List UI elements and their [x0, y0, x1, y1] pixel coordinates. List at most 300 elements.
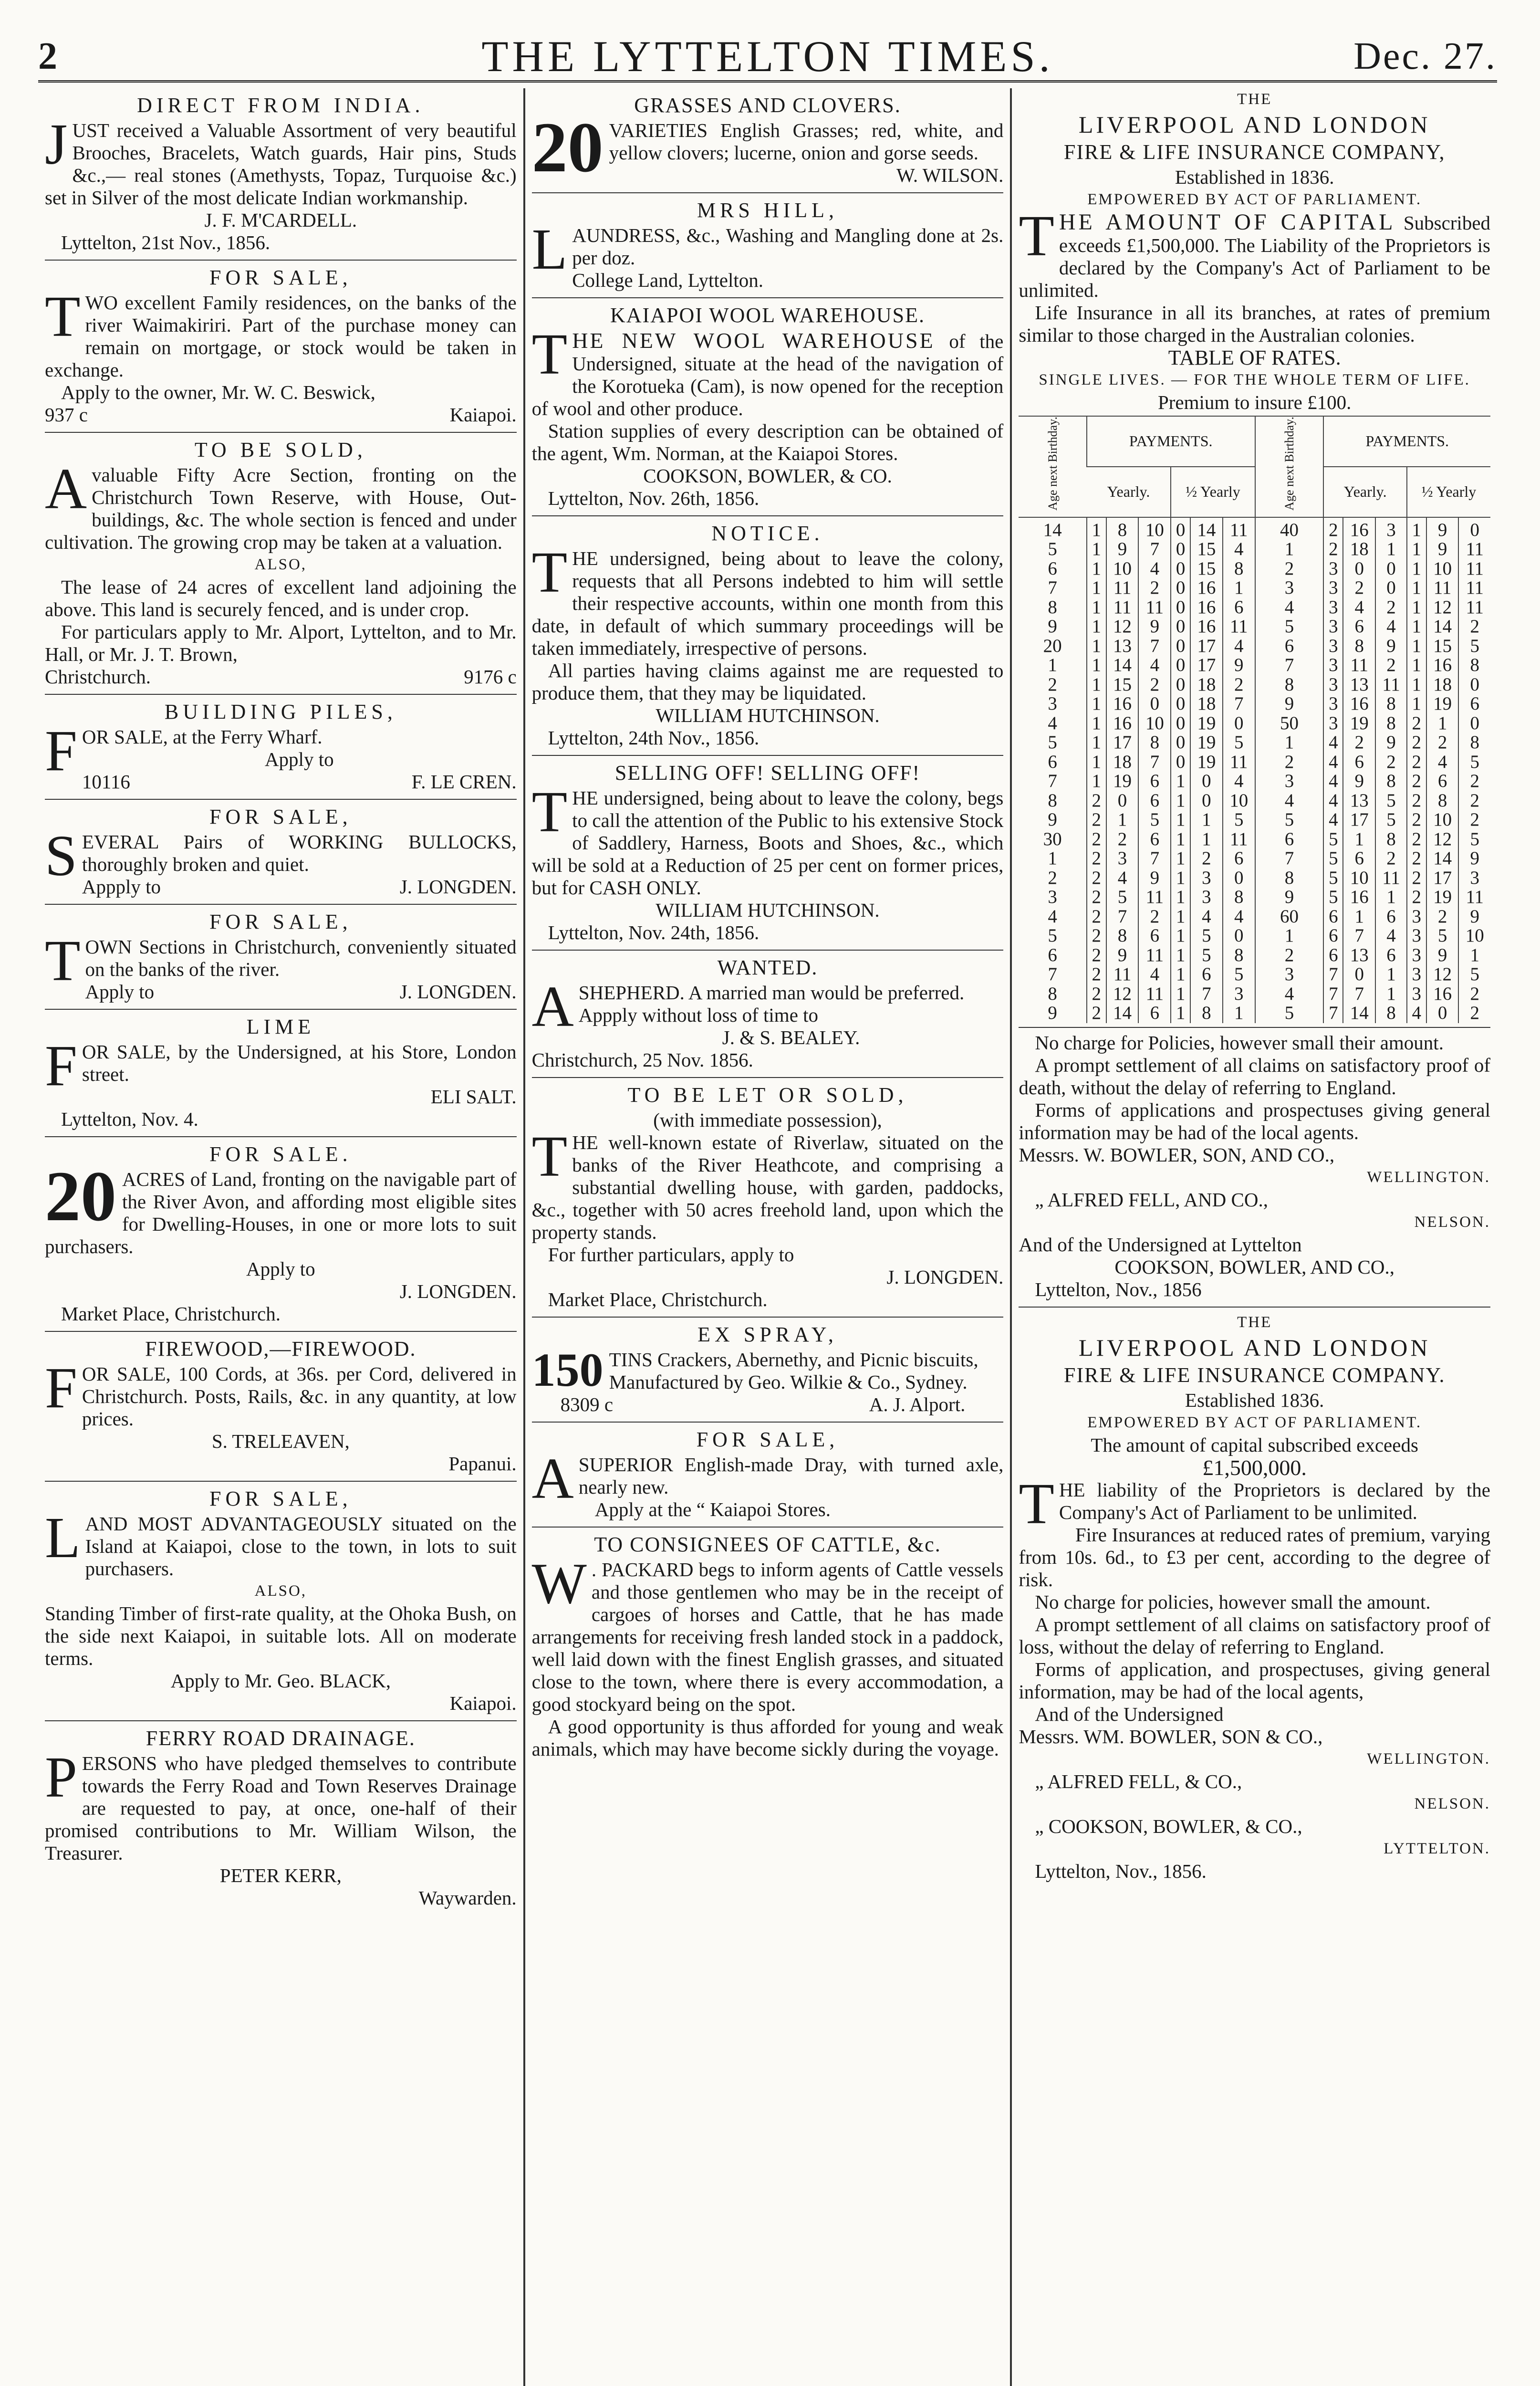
rate-cell: 11 [1223, 517, 1255, 540]
ad-text-2: For further particulars, apply to [548, 1244, 794, 1266]
agent-3-place: LYTTELTON. [1384, 1840, 1491, 1857]
rate-cell: 4 [1407, 1004, 1426, 1023]
rate-cell: 8 [1048, 596, 1057, 617]
column-2 [523, 88, 1010, 2386]
rate-cell: 1 [1343, 907, 1375, 927]
rate-cell: 1 [1223, 1004, 1255, 1023]
rate-cell: 16 [1106, 714, 1139, 733]
rate-cell: 17 [1343, 810, 1375, 830]
ad-heading: KAIAPOI WOOL WAREHOUSE. [610, 303, 925, 327]
empowered-by-act: EMPOWERED BY ACT OF PARLIAMENT. [1087, 1413, 1422, 1431]
rate-cell: 2 [1407, 810, 1426, 830]
rate-cell: 7 [1190, 984, 1223, 1004]
rate-cell: 12 [1106, 617, 1139, 637]
rate-cell: 2 [1087, 1004, 1106, 1023]
rate-cell: 60 [1255, 907, 1324, 927]
rate-row [1019, 694, 1490, 714]
ad-notice [532, 516, 1004, 756]
rate-cell: 5 [1223, 733, 1255, 753]
ad-text-3: No charge for policies, however small the amount. [1035, 1591, 1431, 1613]
rate-cell: 5 [1375, 791, 1407, 811]
ad-signature: J. LONGDEN. [399, 1280, 517, 1302]
ad-heading: FOR SALE, [209, 266, 352, 289]
rate-cell: 2 [1407, 869, 1426, 888]
rate-cell: 2 [1323, 540, 1343, 559]
rate-cell: 13 [1106, 637, 1139, 656]
columns [38, 88, 1497, 2386]
rate-cell: 2 [1087, 888, 1106, 907]
ad-fire-insurance [1019, 1308, 1490, 1888]
rate-cell: 3 [1323, 656, 1343, 675]
rate-cell: 0 [1171, 540, 1190, 559]
ad-text: Subscribed exceeds £1,500,000. The Liability of the Proprietors is declared by the Company's Act of Parliament to be unlimited. [1019, 212, 1491, 301]
rate-cell: 18 [1190, 694, 1223, 714]
rate-cell: 2 [1087, 810, 1106, 830]
rate-cell: 14 [1190, 517, 1223, 540]
ad-body [45, 112, 517, 209]
rate-cell: 8 [1255, 869, 1324, 888]
rate-cell: 5 [1255, 1004, 1324, 1023]
ad-text-3: For particulars apply to Mr. Alport, Lyttelton, and to Mr. Hall, or Mr. J. T. Brown, [45, 621, 517, 665]
ad-heading: FOR SALE, [209, 910, 352, 933]
column-1 [38, 88, 523, 2386]
rate-cell: 4 [1138, 559, 1171, 579]
rate-cell: 2 [1106, 830, 1139, 849]
rate-cell: 2 [1458, 772, 1490, 791]
masthead-rule [38, 80, 1497, 83]
rate-cell: 1 [1171, 984, 1190, 1004]
agent-3: COOKSON, BOWLER, AND CO., [1114, 1256, 1394, 1278]
rate-cell: 6 [1375, 907, 1407, 927]
rate-cell: 1 [1087, 714, 1106, 733]
ad-heading: TO CONSIGNEES OF CATTLE, &c. [594, 1533, 941, 1556]
rate-cell: 11 [1106, 965, 1139, 984]
ad-text: AND MOST ADVANTAGEOUSLY situated on the Island at Kaiapoi, close to the town, in lots to suit purchasers. [85, 1513, 517, 1580]
ad-text-6: And of the Undersigned [1035, 1703, 1224, 1725]
rate-cell: 2 [1426, 733, 1459, 753]
ad-date: Lyttelton, Nov. 24th, 1856. [548, 921, 760, 943]
ad-heading: FOR SALE, [696, 1428, 839, 1451]
rate-cell: 8 [1223, 559, 1255, 579]
ad-footer [85, 981, 517, 1003]
ad-heading: FOR SALE. [209, 1142, 352, 1166]
rate-cell: 8 [1375, 694, 1407, 714]
rate-cell: 2 [1407, 849, 1426, 869]
rate-cell: 14 [1043, 519, 1062, 540]
rate-cell: 6 [1138, 772, 1171, 791]
ad-body [45, 457, 517, 554]
ad-text: UST received a Valuable Assortment of very beautiful Brooches, Bracelets, Watch guards, Hair pins, Studs &c.,— real stones (Amethysts, Topaz, Turquoise &c.) set in Silver of the most delicate Indian workmanship. [45, 119, 517, 209]
rate-cell: 4 [1106, 869, 1139, 888]
rate-cell: 6 [1255, 637, 1324, 656]
ad-number: 9176 c [464, 666, 517, 688]
drop-cap: T [1019, 204, 1054, 268]
rate-cell: 2 [1458, 1004, 1490, 1023]
rate-cell: 3 [1323, 598, 1343, 617]
rate-cell: 50 [1255, 714, 1324, 733]
rate-cell: 0 [1223, 714, 1255, 733]
ad-text-2: Life Insurance in all its branches, at rates of premium similar to those charged in the Australian colonies. [1019, 302, 1491, 346]
rate-cell: 8 [1223, 888, 1255, 907]
drop-cap: T [45, 284, 81, 349]
ad-text-3: Forms of applications and prospectuses giving general information may be had of the local agents. [1019, 1099, 1491, 1143]
rate-cell: 7 [1223, 694, 1255, 714]
ad-subheading: (with immediate possession), [653, 1109, 882, 1131]
ad-heading: DIRECT FROM INDIA. [137, 94, 425, 117]
rate-cell: 9 [1343, 772, 1375, 791]
rate-cell: 4 [1138, 656, 1171, 675]
rate-cell: 1 [1087, 772, 1106, 791]
rate-cell: 6 [1048, 558, 1057, 579]
rate-cell: 5 [1323, 830, 1343, 849]
ad-heading: TO BE SOLD, [194, 438, 367, 461]
rates-body [1019, 517, 1490, 1023]
rate-cell: 4 [1255, 598, 1324, 617]
rate-cell: 4 [1048, 906, 1057, 927]
ad-mrs-hill [532, 193, 1004, 298]
ad-text: HE liability of the Proprietors is declared by the Company's Act of Parliament to be unlimited. [1059, 1478, 1491, 1523]
rate-cell: 1 [1190, 810, 1223, 830]
ad-date: Lyttelton, 21st Nov., 1856. [61, 231, 271, 253]
rate-cell: 2 [1087, 791, 1106, 811]
rate-cell: 18 [1343, 540, 1375, 559]
ad-text: SUPERIOR English-made Dray, with turned axle, nearly new. [578, 1454, 1004, 1498]
drop-cap: F [45, 719, 77, 783]
rate-cell: 6 [1138, 1004, 1171, 1023]
ad-text: No charge for Policies, however small their amount. [1035, 1031, 1444, 1054]
rate-cell: 17 [1190, 656, 1223, 675]
rate-cell: 16 [1343, 694, 1375, 714]
rate-cell: 6 [1458, 694, 1490, 714]
rate-cell: 1 [1106, 810, 1139, 830]
ad-text: ACRES of Land, fronting on the navigable part of the River Avon, and affording most eligible sites for Dwelling-Houses, in one or more lots to suit purchasers. [45, 1168, 517, 1257]
rate-cell: 11 [1375, 675, 1407, 695]
agent-2-place: NELSON. [1414, 1795, 1491, 1812]
rate-cell: 1 [1171, 926, 1190, 946]
ad-date: Christchurch, 25 Nov. 1856. [531, 1049, 753, 1071]
rate-cell: 1 [1407, 694, 1426, 714]
rate-cell: 11 [1458, 559, 1490, 579]
rate-cell: 15 [1190, 540, 1223, 559]
ad-grasses-clovers [532, 88, 1004, 193]
rate-cell: 1 [1407, 656, 1426, 675]
rate-cell: 3 [1255, 772, 1324, 791]
rate-cell: 2 [1375, 849, 1407, 869]
ad-text: VARIETIES English Grasses; red, white, and yellow clovers; lucerne, onion and gorse seeds. [609, 119, 1004, 164]
rate-cell: 5 [1255, 617, 1324, 637]
rate-cell: 9 [1426, 517, 1459, 540]
rate-row [1019, 1004, 1490, 1023]
rate-cell: 3 [1255, 965, 1324, 984]
rate-cell: 9 [1255, 694, 1324, 714]
ad-text: ERSONS who have pledged themselves to contribute towards the Ferry Road and Town Reserves Drainage are requested to pay, at once, one-half of their promised contributions to Mr. William Wilson, the Treasurer. [45, 1752, 517, 1864]
ad-text-2: A prompt settlement of all claims on satisfactory proof of death, without the delay of referring to England. [1019, 1054, 1491, 1099]
ad-date: Lyttelton, Nov. 26th, 1856. [548, 487, 760, 509]
ad-apply: Apply to [85, 981, 155, 1003]
agent-1: Messrs. WM. BOWLER, SON & CO., [1019, 1725, 1323, 1748]
rate-cell: 0 [1190, 772, 1223, 791]
ad-lead: HE AMOUNT OF CAPITAL [1059, 209, 1396, 235]
rate-cell: 2 [1323, 517, 1343, 540]
rate-cell: 5 [1458, 965, 1490, 984]
rate-cell: 4 [1323, 733, 1343, 753]
rate-cell: 8 [1375, 714, 1407, 733]
ad-heading: FERRY ROAD DRAINAGE. [146, 1727, 416, 1750]
drop-cap: F [45, 1356, 77, 1420]
rate-cell: 5 [1323, 869, 1343, 888]
masthead [38, 26, 1497, 79]
rate-cell: 0 [1171, 753, 1190, 772]
rate-cell: 2 [1375, 598, 1407, 617]
rate-cell: 0 [1458, 675, 1490, 695]
company-name-2: FIRE & LIFE INSURANCE COMPANY. [1063, 1363, 1446, 1387]
ad-text: AUNDRESS, &c., Washing and Mangling done at 2s. per doz. [572, 224, 1004, 269]
rate-cell: 2 [1138, 675, 1171, 695]
rate-cell: 18 [1426, 675, 1459, 695]
rate-cell: 8 [1223, 946, 1255, 965]
established: Established in 1836. [1175, 166, 1334, 188]
rate-cell: 6 [1343, 753, 1375, 772]
rate-cell: 5 [1223, 810, 1255, 830]
rate-cell: 2 [1087, 965, 1106, 984]
ad-signature: J. LONGDEN. [886, 1266, 1004, 1288]
empowered-by-act: EMPOWERED BY ACT OF PARLIAMENT. [1087, 191, 1422, 208]
rate-cell: 2 [1087, 869, 1106, 888]
rate-cell: 19 [1426, 888, 1459, 907]
rate-row [1019, 926, 1490, 946]
rate-cell: 13 [1343, 791, 1375, 811]
rate-cell: 16 [1106, 694, 1139, 714]
half-yearly-header: ½ Yearly [1171, 467, 1255, 517]
rate-cell: 9 [1106, 946, 1139, 965]
rate-cell: 6 [1323, 907, 1343, 927]
rate-cell: 2 [1087, 907, 1106, 927]
ad-family-residences [45, 261, 517, 433]
ad-signature: J. & S. BEALEY. [722, 1026, 860, 1048]
rate-cell: 6 [1223, 598, 1255, 617]
rate-cell: 4 [1323, 810, 1343, 830]
rate-cell: 8 [1255, 675, 1324, 695]
rate-cell: 1 [1171, 888, 1190, 907]
rate-cell: 9 [1426, 540, 1459, 559]
rate-cell: 1 [1407, 637, 1426, 656]
rate-cell: 9 [1138, 869, 1171, 888]
rate-cell: 10 [1106, 559, 1139, 579]
ad-heading: FOR SALE, [209, 805, 352, 828]
capital-amount: The amount of capital subscribed exceeds [1091, 1434, 1418, 1456]
rate-cell: 19 [1190, 753, 1223, 772]
ad-footer [45, 404, 517, 426]
ad-place: College Land, Lyttelton. [572, 269, 764, 291]
rate-cell: 2 [1407, 888, 1426, 907]
rate-cell: 2 [1087, 830, 1106, 849]
rate-row [1019, 984, 1490, 1004]
rate-cell: 4 [1426, 753, 1459, 772]
rate-cell: 16 [1190, 617, 1223, 637]
rate-cell: 9 [1223, 656, 1255, 675]
rate-cell: 6 [1138, 830, 1171, 849]
rate-cell: 9 [1106, 540, 1139, 559]
rate-cell: 7 [1255, 849, 1324, 869]
agent-2-place: NELSON. [1414, 1213, 1491, 1231]
company-name: LIVERPOOL AND LONDON [1078, 1334, 1431, 1361]
ad-twenty-acres [45, 1137, 517, 1332]
ad-text-5: Forms of application, and prospectuses, giving general information, may be had of the local agents, [1019, 1658, 1491, 1703]
ad-apply: Appply without loss of time to [578, 1004, 819, 1026]
rate-cell: 16 [1426, 984, 1459, 1004]
ad-place: Christchurch. [45, 666, 151, 688]
rate-cell: 1 [1171, 791, 1190, 811]
ad-text-2: Manufactured by Geo. Wilkie & Co., Sydney. [609, 1371, 968, 1393]
rate-cell: 3 [1323, 714, 1343, 733]
rate-cell: 4 [1223, 772, 1255, 791]
ad-body [1019, 1471, 1491, 1536]
rate-cell: 6 [1138, 791, 1171, 811]
ad-footer [82, 876, 517, 898]
ad-text: HE undersigned, being about to leave the colony, requests that all Persons indebted to him will settle their respective accounts, within one month from this date, in default of which summary proceedings will be taken immediately, irrespective of persons. [531, 547, 1004, 659]
rate-cell: 2 [1407, 733, 1426, 753]
rate-cell: 5 [1106, 888, 1139, 907]
rate-cell: 2 [1190, 849, 1223, 869]
ad-island-land [45, 1482, 517, 1721]
ad-date: Lyttelton, Nov. 4. [61, 1108, 198, 1130]
rate-cell: 16 [1343, 888, 1375, 907]
rate-cell: 8 [1048, 790, 1057, 811]
drop-cap: T [45, 929, 81, 993]
ad-signature: ELI SALT. [430, 1086, 517, 1108]
ad-body [531, 540, 1004, 659]
agent-2: „ ALFRED FELL, & CO., [1035, 1770, 1242, 1792]
rate-row [1019, 675, 1490, 695]
rate-cell: 1 [1171, 965, 1190, 984]
rate-cell: 0 [1171, 637, 1190, 656]
rate-cell: 0 [1171, 578, 1190, 598]
rate-cell: 10 [1426, 559, 1459, 579]
rate-cell: 9 [1048, 616, 1057, 637]
rate-cell: 40 [1255, 517, 1324, 540]
agent-1: Messrs. W. BOWLER, SON, AND CO., [1019, 1143, 1335, 1166]
rate-cell: 16 [1343, 517, 1375, 540]
rate-cell: 8 [1375, 772, 1407, 791]
ad-signature: W. WILSON. [896, 164, 1004, 186]
rate-cell: 11 [1106, 578, 1139, 598]
rate-cell: 2 [1138, 907, 1171, 927]
rate-cell: 2 [1458, 984, 1490, 1004]
rate-cell: 3 [1323, 675, 1343, 695]
rate-cell: 5 [1048, 925, 1057, 946]
rate-cell: 2 [1138, 578, 1171, 598]
ad-text: OWN Sections in Christchurch, conveniently situated on the banks of the river. [85, 936, 517, 980]
drop-cap: T [531, 540, 568, 605]
rate-cell: 10 [1138, 517, 1171, 540]
ad-heading: NOTICE. [711, 522, 824, 545]
rate-cell: 8 [1426, 791, 1459, 811]
rate-cell: 14 [1343, 1004, 1375, 1023]
ad-text: valuable Fifty Acre Section, fronting on the Christchurch Town Reserve, with House, Out-buildings, &c. The whole section is fenced and under cultivation. The growing crop may be taken at a valuation. [45, 464, 517, 553]
ad-apply: Apply to [246, 1258, 315, 1280]
ad-the: THE [1237, 91, 1272, 108]
rate-cell: 2 [1343, 733, 1375, 753]
rate-cell: 4 [1323, 791, 1343, 811]
rate-cell: 5 [1426, 926, 1459, 946]
rate-cell: 2 [1458, 810, 1490, 830]
payments-header: PAYMENTS. [1087, 416, 1255, 467]
ad-signature: WILLIAM HUTCHINSON. [656, 899, 880, 921]
rate-cell: 4 [1223, 907, 1255, 927]
ad-lime [45, 1010, 517, 1137]
rate-cell: 18 [1190, 675, 1223, 695]
rate-cell: 7 [1323, 984, 1343, 1004]
ad-text: HE undersigned, being about to leave the colony, begs to call the attention of the Public to his extensive Stock of Saddlery, Harness, Boots and Shoes, &c., which will be sold at a Reduction of 25 per cent on former prices, but for CASH ONLY. [531, 787, 1004, 899]
rate-cell: 14 [1426, 849, 1459, 869]
rate-cell: 1 [1223, 578, 1255, 598]
rate-cell: 11 [1458, 598, 1490, 617]
rate-cell: 1 [1048, 655, 1057, 676]
rate-cell: 1 [1087, 517, 1106, 540]
rate-cell: 2 [1458, 617, 1490, 637]
rate-cell: 4 [1138, 965, 1171, 984]
ad-town-sections [45, 905, 517, 1010]
rate-row [1019, 849, 1490, 869]
rate-cell: 1 [1087, 617, 1106, 637]
rate-row [1019, 598, 1490, 617]
ad-apply: Apply to Mr. Geo. BLACK, [170, 1670, 391, 1692]
rate-cell: 1 [1407, 517, 1426, 540]
rate-cell: 5 [1223, 965, 1255, 984]
rate-cell: 7 [1343, 984, 1375, 1004]
ad-text: . PACKARD begs to inform agents of Cattle vessels and those gentlemen who may be in the receipt of cargoes of horses and Cattle, that he has made arrangements for receiving fresh landed stock in a paddock, well laid down with the finest English grasses, and situated close to the town, where there is every accommodation, a good stockyard being on the spot. [531, 1559, 1004, 1715]
rate-cell: 9 [1138, 617, 1171, 637]
ad-number: 937 c [45, 404, 88, 426]
rate-cell: 16 [1426, 656, 1459, 675]
rate-cell: 2 [1407, 714, 1426, 733]
ad-body [531, 780, 1004, 899]
ad-text-2: All parties having claims against me are requested to produce them, that they may be liquidated. [531, 659, 1004, 704]
rate-cell: 19 [1106, 772, 1139, 791]
rate-cell: 15 [1426, 637, 1459, 656]
rate-cell: 2 [1048, 674, 1057, 695]
rate-cell: 14 [1426, 617, 1459, 637]
rate-cell: 1 [1087, 540, 1106, 559]
issue-date: Dec. 27. [1353, 35, 1497, 77]
rate-cell: 11 [1458, 540, 1490, 559]
rate-cell: 10 [1458, 926, 1490, 946]
rate-cell: 4 [1190, 907, 1223, 927]
rate-cell: 8 [1048, 983, 1057, 1004]
drop-cap: L [531, 217, 568, 282]
rate-cell: 0 [1171, 656, 1190, 675]
ad-signature: J. LONGDEN. [399, 876, 517, 898]
agent-1-place: WELLINGTON. [1367, 1168, 1491, 1186]
rate-cell: 1 [1087, 753, 1106, 772]
rate-cell: 9 [1375, 733, 1407, 753]
rate-cell: 2 [1087, 849, 1106, 869]
ad-selling-off [532, 756, 1004, 951]
rate-cell: 3 [1323, 559, 1343, 579]
rate-cell: 9 [1255, 888, 1324, 907]
ad-body [45, 1745, 517, 1864]
ad-life-insurance [1019, 88, 1490, 1028]
rate-cell: 1 [1407, 559, 1426, 579]
rate-cell: 3 [1407, 926, 1426, 946]
rate-cell: 3 [1190, 888, 1223, 907]
rate-cell: 6 [1048, 944, 1057, 965]
rate-cell: 1 [1407, 617, 1426, 637]
company-name: LIVERPOOL AND LONDON [1078, 111, 1431, 138]
drop-cap: A [531, 1446, 574, 1511]
ad-heading: GRASSES AND CLOVERS. [634, 94, 901, 117]
rate-cell: 16 [1190, 598, 1223, 617]
